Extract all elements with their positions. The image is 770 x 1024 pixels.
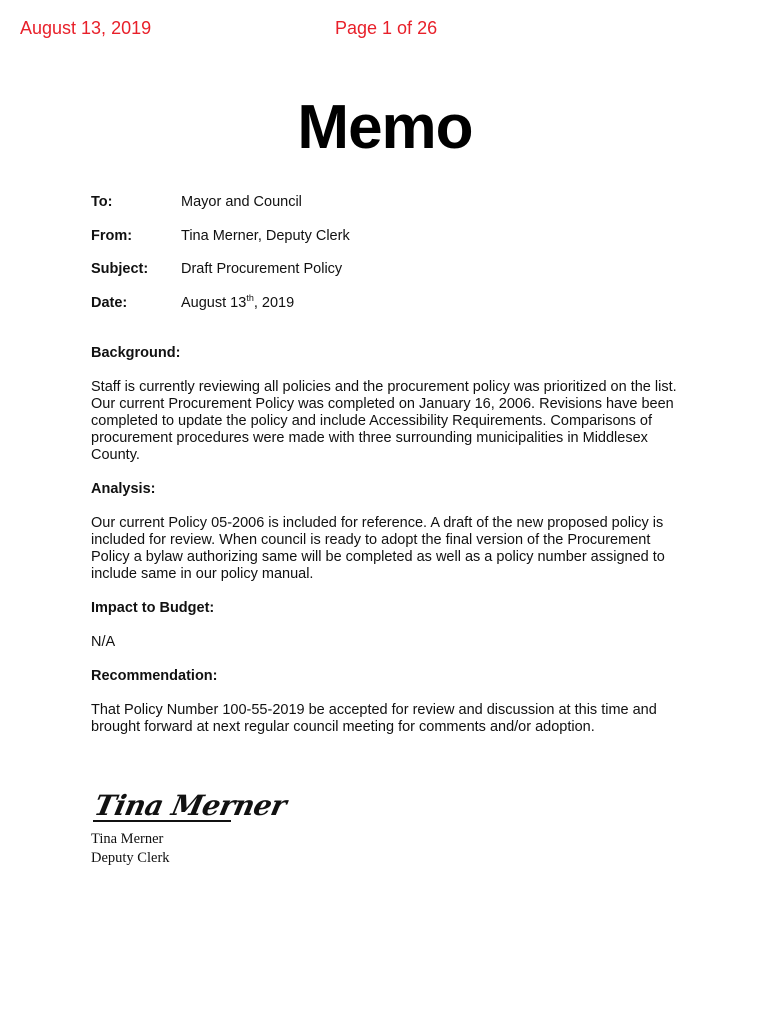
field-value-subject: Draft Procurement Policy	[181, 261, 343, 277]
recommendation-body: That Policy Number 100-55-2019 be accepted for review and discussion at this time and brought forward at next regular council meeting for comments and/or adoption.	[91, 702, 657, 735]
signer-name: Tina Merner	[91, 830, 164, 847]
date-value-main: August 13	[181, 294, 247, 311]
date-value-ordinal: th	[246, 292, 254, 303]
budget-heading: Impact to Budget:	[91, 600, 215, 616]
field-row-date	[91, 294, 350, 328]
field-row-subject	[91, 260, 350, 294]
memo-title: Memo	[297, 93, 473, 162]
field-label-from: From:	[91, 227, 133, 244]
background-body: Staff is currently reviewing all policies and the procurement policy was prioritized on the list. Our current Procurement Policy was completed on January 16, 2006. Revisions have been completed to update the policy and include Accessibility Requirements. Comparisons of procurement procedures were made with three surrounding municipalities in Middlesex County.	[91, 379, 677, 463]
recommendation-heading: Recommendation:	[91, 668, 218, 684]
handwritten-signature: Tina Merner	[91, 789, 290, 822]
field-label-subject: Subject:	[91, 261, 149, 277]
date-value-year: , 2019	[253, 294, 295, 311]
field-row-from	[91, 227, 350, 261]
page-stamp-date: August 13, 2019	[20, 18, 152, 38]
memo-fields	[91, 193, 350, 327]
signature-block	[91, 788, 290, 868]
signer-title: Deputy Clerk	[91, 849, 170, 866]
field-value-date	[181, 294, 294, 328]
background-heading: Background:	[91, 345, 181, 361]
page-number-stamp: Page 1 of 26	[335, 18, 438, 38]
field-label-to: To:	[91, 194, 113, 210]
analysis-body: Our current Policy 05-2006 is included for reference. A draft of the new proposed policy is included for review. When council is ready to adopt the final version of the Procurement Policy a bylaw authorizing same will be completed as well as a policy number assigned to include same in our policy manual.	[91, 515, 665, 582]
field-row-to	[91, 193, 350, 227]
field-value-to: Mayor and Council	[181, 194, 302, 210]
memo-content	[91, 345, 691, 753]
field-label-date: Date:	[91, 294, 128, 311]
budget-body: N/A	[91, 634, 116, 650]
analysis-heading: Analysis:	[91, 481, 156, 497]
field-value-from: Tina Merner, Deputy Clerk	[181, 227, 350, 244]
